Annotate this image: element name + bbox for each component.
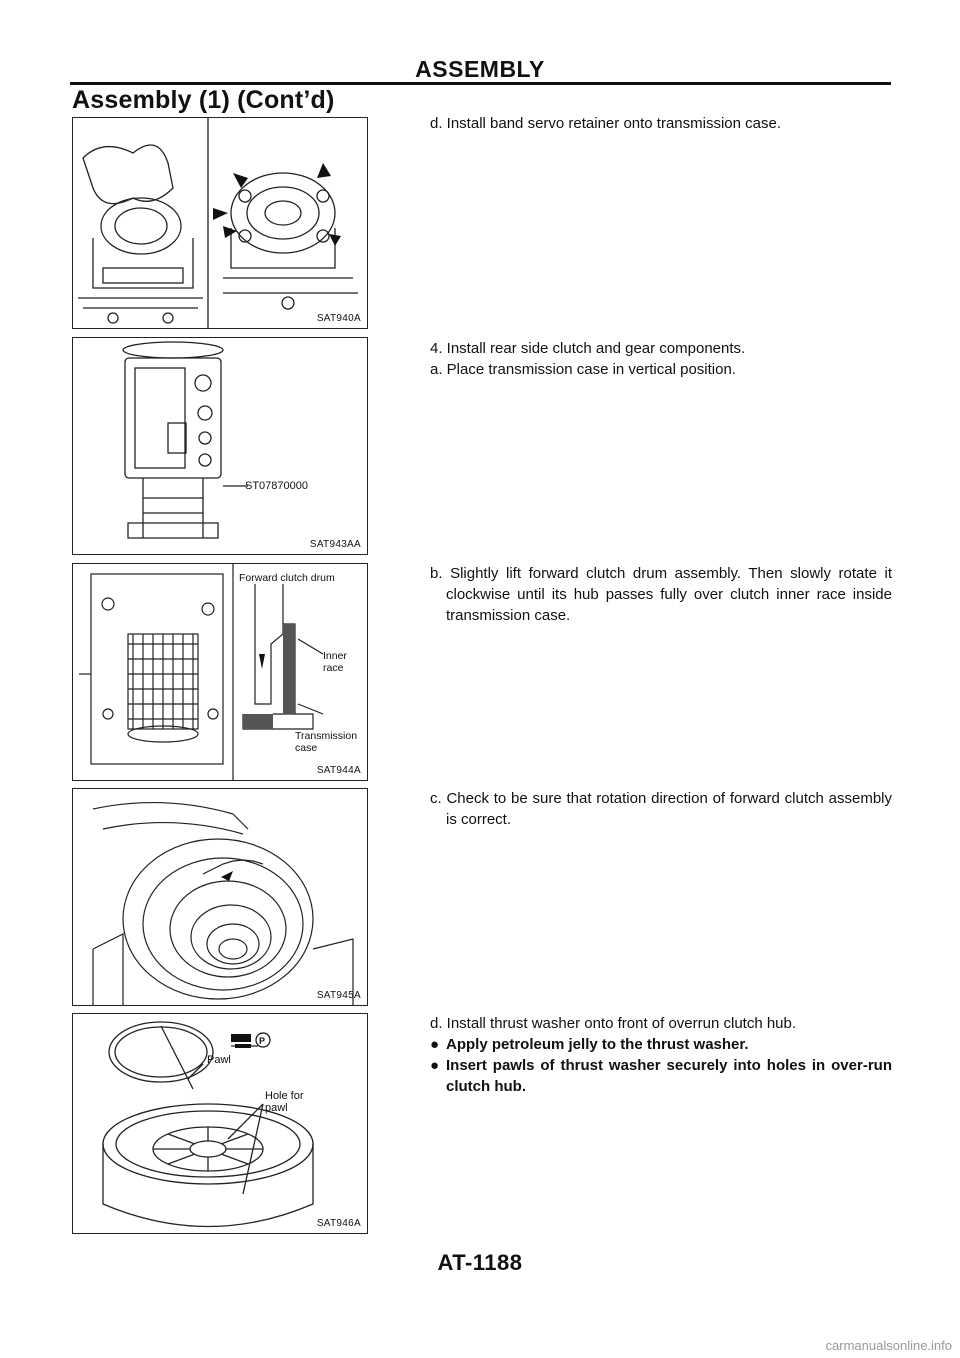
step-a: a. Place transmission case in vertical position.	[430, 361, 736, 378]
figure-code: SAT940A	[316, 313, 361, 324]
bullet-item: ● Apply petroleum jelly to the thrust washer.	[430, 1036, 749, 1053]
step-block-3	[430, 563, 892, 626]
figure-code: SAT945A	[316, 990, 361, 1001]
header-title: ASSEMBLY	[415, 56, 545, 82]
step-c: c. Check to be sure that rotation direction of forward clutch assembly is correct.	[430, 790, 892, 828]
bullet-icon: ●	[430, 1057, 440, 1074]
header-rule	[70, 82, 891, 85]
step-block-1	[430, 113, 892, 134]
figure-band-servo	[72, 117, 368, 329]
bullet-icon: ●	[430, 1036, 440, 1053]
watermark: carmanualsonline.info	[825, 1338, 952, 1353]
figure-label-pawl: Pawl	[207, 1054, 231, 1066]
figure-code: SAT946A	[316, 1218, 361, 1229]
page-number: AT-1188	[437, 1250, 523, 1275]
rotation-illustration	[73, 789, 367, 1005]
figure-label-drum: Forward clutch drum	[239, 572, 335, 584]
step-block-2	[430, 338, 892, 380]
figure-label-case: Transmission case	[295, 730, 358, 754]
section-title: Assembly (1) (Cont’d)	[72, 86, 335, 114]
figure-rotation	[72, 788, 368, 1006]
figure-vertical-case	[72, 337, 368, 555]
figure-label-hole: Hole for pawl	[265, 1090, 304, 1114]
step-b: b. Slightly lift forward clutch drum assembly. Then slowly rotate it clockwise until its hub passes fully over clutch inner race inside transmission case.	[430, 565, 892, 624]
figure-forward-clutch	[72, 563, 368, 781]
bullet-item: ● Insert pawls of thrust washer securely into holes in over-run clutch hub.	[430, 1057, 892, 1095]
figure-code: SAT943AA	[309, 539, 361, 550]
figure-code: SAT944A	[316, 765, 361, 776]
step-block-4	[430, 788, 892, 830]
step-d-servo: d. Install band servo retainer onto transmission case.	[430, 115, 782, 132]
step-4: 4. Install rear side clutch and gear components.	[430, 340, 746, 357]
step-d-thrust: d. Install thrust washer onto front of overrun clutch hub.	[430, 1015, 797, 1032]
figure-label-inner-race: Inner race	[323, 650, 347, 674]
band-servo-illustration	[73, 118, 367, 328]
figure-label-tool: ST07870000	[245, 480, 308, 492]
vertical-case-illustration	[73, 338, 367, 554]
figure-thrust-washer	[72, 1013, 368, 1234]
petroleum-jelly-symbol: P	[259, 1036, 266, 1046]
step-block-5	[430, 1013, 892, 1097]
thrust-washer-illustration	[73, 1014, 367, 1233]
